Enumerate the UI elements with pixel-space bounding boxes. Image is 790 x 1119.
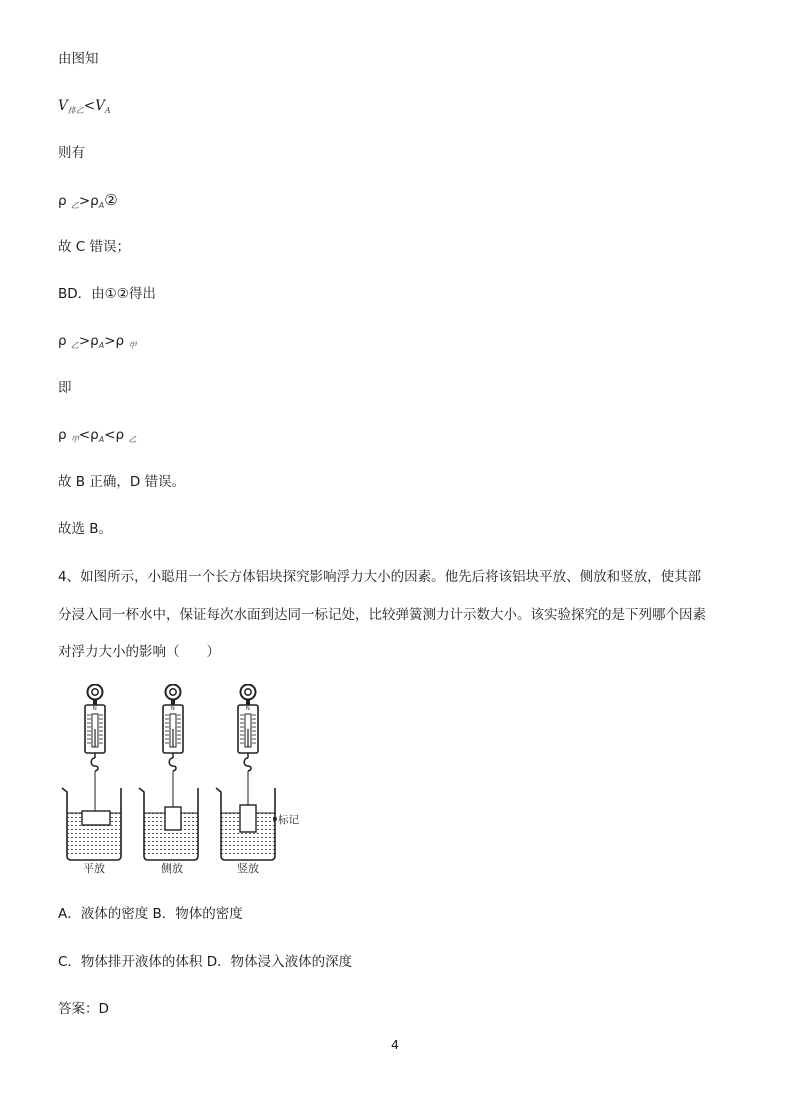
solution-line: 由图知 bbox=[58, 51, 99, 67]
math-operator: >ρ bbox=[78, 333, 99, 349]
option-row: C．物体排开液体的体积 D．物体浸入液体的深度 bbox=[58, 954, 353, 970]
math-operator: < bbox=[83, 98, 96, 114]
figure-drawing bbox=[58, 684, 306, 876]
setup-side bbox=[139, 685, 198, 876]
math-subscript: A bbox=[104, 106, 111, 115]
math-line bbox=[58, 426, 136, 449]
math-subscript: A bbox=[98, 201, 105, 210]
label-side: 侧放 bbox=[161, 862, 183, 875]
solution-line: 故选 B。 bbox=[58, 521, 113, 537]
math-subscript: A bbox=[98, 435, 105, 444]
math-subscript: 甲 bbox=[128, 341, 137, 350]
label-upright: 竖放 bbox=[237, 862, 259, 875]
math-subscript: A bbox=[98, 341, 105, 350]
math-subscript: 甲 bbox=[70, 435, 79, 444]
math-subscript: 排乙 bbox=[67, 106, 84, 115]
math-operator: >ρ bbox=[78, 193, 99, 209]
meter-letter: N bbox=[246, 706, 250, 712]
math-subscript: 乙 bbox=[128, 435, 137, 444]
math-symbol: V bbox=[95, 98, 105, 114]
math-line bbox=[58, 332, 136, 355]
math-subscript: 乙 bbox=[70, 201, 79, 210]
experiment-figure bbox=[58, 684, 306, 876]
math-operator: <ρ bbox=[104, 427, 125, 443]
option-row: A．液体的密度 B．物体的密度 bbox=[58, 906, 243, 922]
math-line bbox=[58, 97, 111, 120]
solution-line: 故 B 正确，D 错误。 bbox=[58, 474, 186, 490]
question-line: 分浸入同一杯水中，保证每次水面到达同一标记处，比较弹簧测力计示数大小。该实验探究的是下列哪个因素 bbox=[58, 606, 706, 623]
meter-letter: N bbox=[93, 706, 97, 712]
solution-line: BD．由①②得出 bbox=[58, 286, 156, 302]
math-operator: >ρ bbox=[104, 333, 125, 349]
setup-upright bbox=[216, 685, 299, 876]
question-line: 对浮力大小的影响（ ） bbox=[58, 644, 220, 660]
question-text bbox=[58, 567, 738, 662]
math-subscript: 乙 bbox=[70, 341, 79, 350]
math-symbol: ρ bbox=[58, 193, 67, 209]
solution-line: 则有 bbox=[58, 145, 85, 161]
meter-letter: N bbox=[171, 706, 175, 712]
label-flat: 平放 bbox=[83, 862, 105, 875]
math-line bbox=[58, 191, 118, 215]
math-symbol: V bbox=[58, 98, 68, 114]
math-symbol: ρ bbox=[58, 427, 67, 443]
label-mark: 标记 bbox=[278, 814, 299, 826]
solution-line: 故 C 错误； bbox=[58, 239, 131, 255]
page-number: 4 bbox=[391, 1037, 399, 1052]
question-line: 4、如图所示，小聪用一个长方体铝块探究影响浮力大小的因素。他先后将该铝块平放、侧放和竖放，使其部 bbox=[58, 569, 702, 585]
math-symbol: ρ bbox=[58, 333, 67, 349]
setup-flat bbox=[62, 685, 121, 876]
equation-mark: ② bbox=[104, 191, 118, 209]
answer-line: 答案：D bbox=[58, 1001, 109, 1017]
math-operator: <ρ bbox=[78, 427, 99, 443]
solution-line: 即 bbox=[58, 380, 72, 396]
